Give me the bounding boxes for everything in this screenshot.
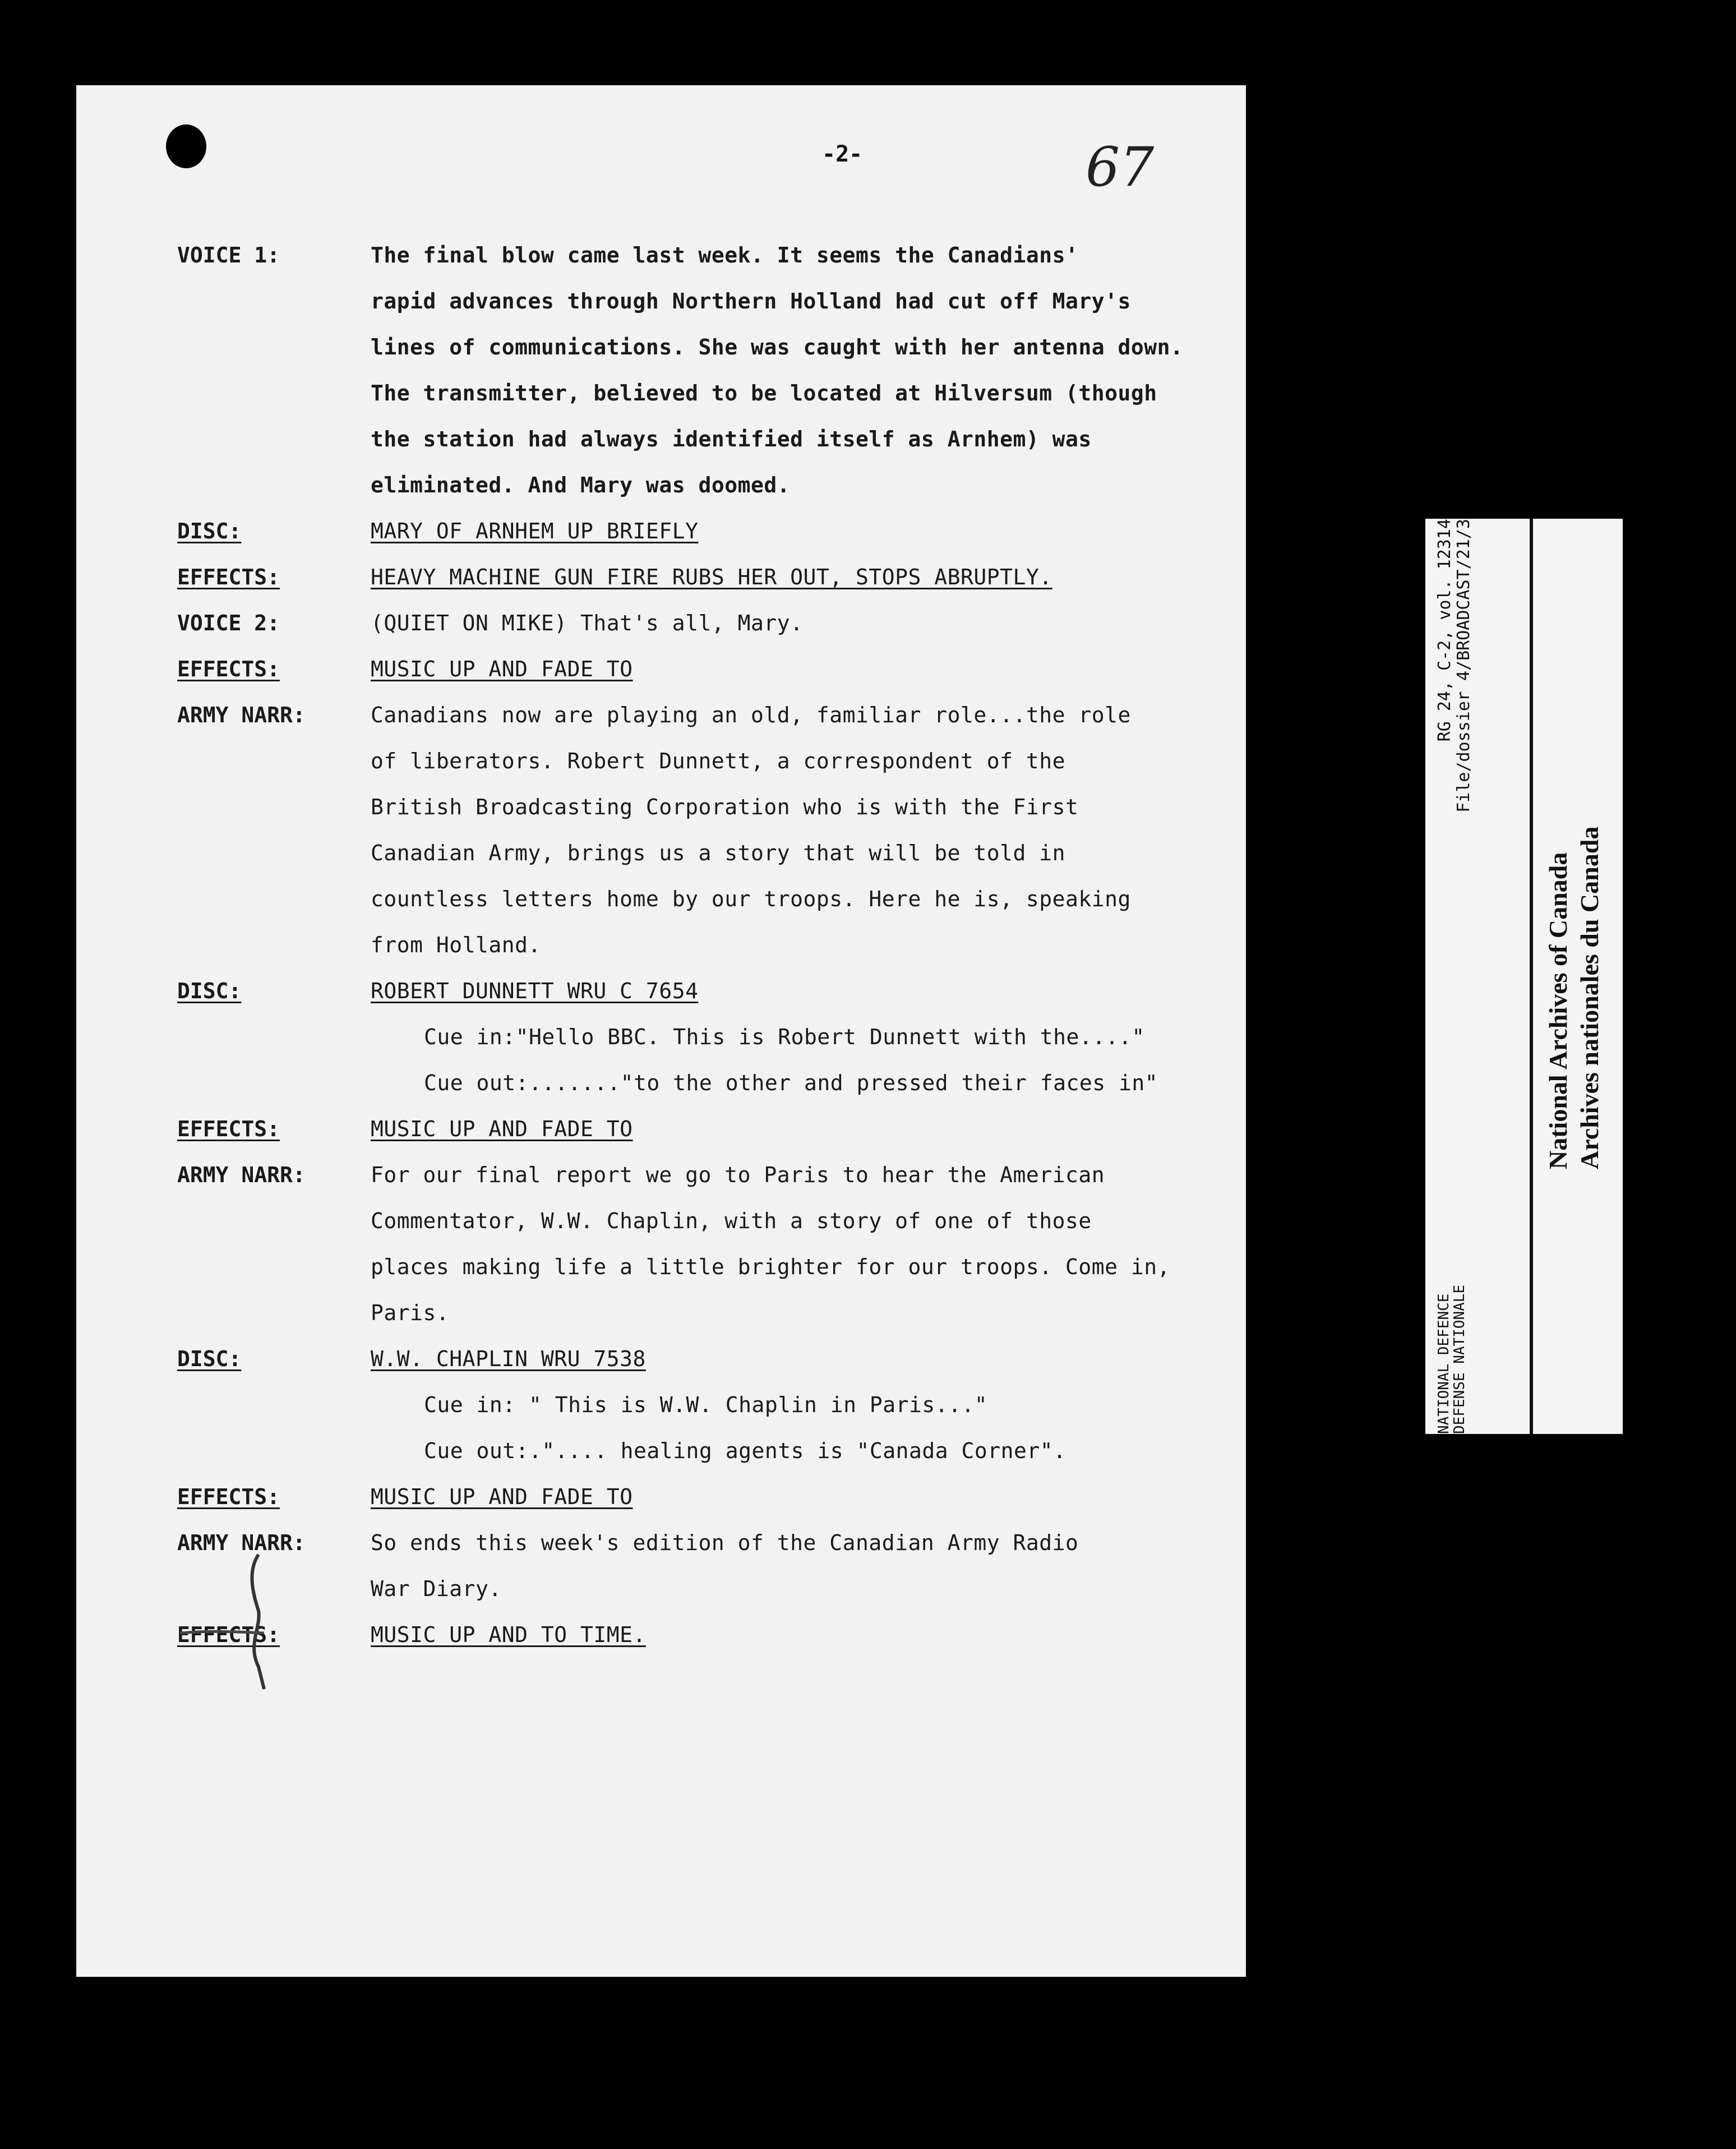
archives-line-2: Archives nationales du Canada: [1575, 826, 1604, 1169]
cue-label: ARMY NARR:: [177, 1163, 306, 1187]
cue-label: ARMY NARR:: [177, 703, 306, 727]
script-line: of liberators. Robert Dunnett, a correspondent of the: [371, 749, 1066, 773]
archive-label: [1425, 519, 1623, 1434]
cue-text: [371, 646, 633, 692]
script-line: HEAVY MACHINE GUN FIRE RUBS HER OUT, STOPS ABRUPTLY.: [371, 565, 1052, 589]
cue-text: [371, 1106, 633, 1152]
script-line: The final blow came last week. It seems the Canadians': [371, 243, 1079, 268]
script-line: British Broadcasting Corporation who is with the First: [371, 795, 1079, 819]
script-line: MUSIC UP AND TO TIME.: [371, 1622, 646, 1647]
archive-reference: [1425, 458, 1502, 813]
script-line: Commentator, W.W. Chaplin, with a story of one of those: [371, 1209, 1092, 1233]
cue-label: EFFECTS:: [177, 657, 280, 681]
cue-text: [371, 508, 698, 554]
script-line: War Diary.: [371, 1576, 502, 1601]
cue-label: EFFECTS:: [177, 565, 280, 589]
script-line: lines of communications. She was caught with her antenna down.: [371, 335, 1184, 359]
cue-label: EFFECTS:: [177, 1622, 280, 1647]
cue-label: DISC:: [177, 519, 242, 543]
script-line: MUSIC UP AND FADE TO: [371, 657, 633, 681]
national-archives-text: [1541, 826, 1662, 1169]
script-line: W.W. CHAPLIN WRU 7538: [371, 1346, 646, 1371]
script-line: Cue in:"Hello BBC. This is Robert Dunnett with the....": [424, 1025, 1145, 1049]
script-line: eliminated. And Mary was doomed.: [371, 473, 791, 497]
cue-text: [371, 1612, 646, 1658]
department-line-2: DEFENSE NATIONALE: [1451, 1284, 1468, 1434]
script-line: MUSIC UP AND FADE TO: [371, 1117, 633, 1141]
script-line: Cue out:......."to the other and pressed their faces in": [424, 1071, 1158, 1095]
cue-text: [371, 600, 803, 646]
archive-reference-line-2: File/dossier 4/BROADCAST/21/3: [1454, 519, 1474, 813]
script-line: Cue out:.".... healing agents is "Canada Corner".: [424, 1438, 1066, 1463]
cue-label: DISC:: [177, 1346, 242, 1371]
script-line: (QUIET ON MIKE) That's all, Mary.: [371, 611, 804, 635]
script-line: MUSIC UP AND FADE TO: [371, 1484, 633, 1509]
archive-label-reference-panel: [1425, 519, 1533, 1434]
cue-label: DISC:: [177, 979, 242, 1003]
cue-label: EFFECTS:: [177, 1117, 280, 1141]
cue-text: [371, 554, 1052, 600]
script-line: Canadian Army, brings us a story that will be told in: [371, 841, 1066, 865]
script-line: For our final report we go to Paris to hear the American: [371, 1163, 1105, 1187]
script-line: from Holland.: [371, 933, 541, 957]
department-line-1: NATIONAL DEFENCE: [1435, 1293, 1452, 1434]
cue-text: [371, 968, 698, 1014]
script-page: [76, 85, 1246, 1977]
cue-text: [424, 1382, 1066, 1474]
script-line: Paris.: [371, 1301, 450, 1325]
script-line: Canadians now are playing an old, familiar role...the role: [371, 703, 1131, 727]
cue-text: [371, 232, 1183, 508]
script-line: rapid advances through Northern Holland had cut off Mary's: [371, 289, 1131, 313]
cue-label: VOICE 2:: [177, 611, 280, 635]
punch-hole: [166, 124, 206, 168]
cue-label: VOICE 1:: [177, 243, 280, 268]
archive-reference-line-1: RG 24, C-2, vol. 12314: [1435, 519, 1455, 742]
cue-text: [424, 1014, 1158, 1106]
script-line: the station had always identified itself as Arnhem) was: [371, 427, 1092, 451]
script-line: MARY OF ARNHEM UP BRIEFLY: [371, 519, 699, 543]
department-stamp: [1425, 1284, 1493, 1434]
cue-text: [371, 1152, 1170, 1336]
cue-text: [371, 1474, 633, 1520]
handwritten-folio-number: 67: [1086, 136, 1155, 199]
script-line: places making life a little brighter for our troops. Come in,: [371, 1255, 1171, 1279]
page-number: -2-: [822, 141, 863, 167]
cue-label: EFFECTS:: [177, 1484, 280, 1509]
cue-text: [371, 1336, 646, 1382]
script-line: countless letters home by our troops. Here he is, speaking: [371, 887, 1131, 911]
script-line: So ends this week's edition of the Canadian Army Radio: [371, 1530, 1079, 1555]
archives-line-1: National Archives of Canada: [1544, 852, 1572, 1169]
script-line: The transmitter, believed to be located at Hilversum (though: [371, 381, 1157, 405]
cue-text: [371, 1520, 1078, 1612]
script-line: ROBERT DUNNETT WRU C 7654: [371, 979, 699, 1003]
handwritten-margin-bracket: [180, 1549, 348, 1695]
cue-text: [371, 692, 1131, 968]
script-line: Cue in: " This is W.W. Chaplin in Paris...": [424, 1392, 988, 1417]
cue-label: ARMY NARR:: [177, 1530, 306, 1555]
